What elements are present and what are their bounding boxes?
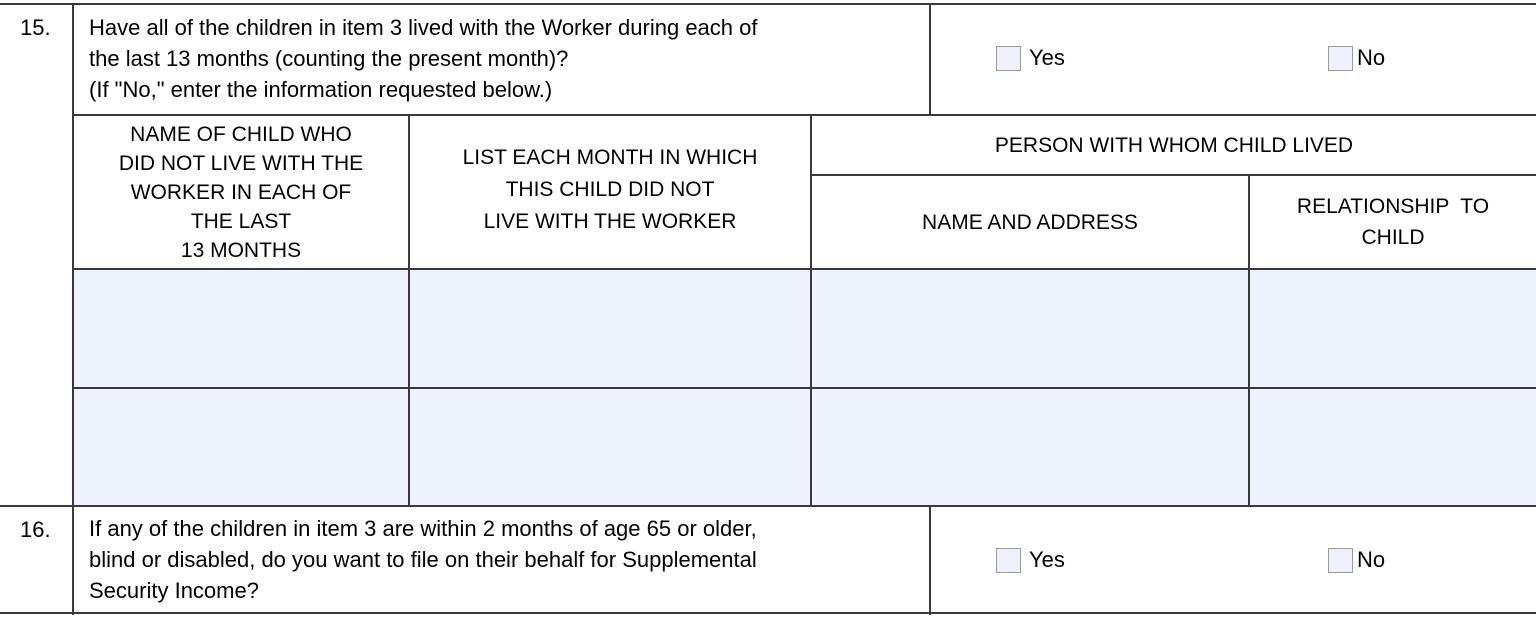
item16-yes-option[interactable]	[996, 547, 1065, 573]
row1-relationship-field[interactable]	[1250, 270, 1536, 387]
row2-name-address-field[interactable]	[812, 389, 1248, 505]
item16-no-checkbox[interactable]	[1328, 548, 1353, 573]
row1-months-field[interactable]	[410, 270, 810, 387]
header-line: 13 MONTHS	[180, 238, 302, 262]
header-person-group: PERSON WITH WHOM CHILD LIVED	[994, 133, 1354, 157]
rule-top	[0, 3, 1536, 5]
item16-question	[89, 513, 919, 606]
item16-yes-label: Yes	[1029, 547, 1065, 572]
row2-relationship-field[interactable]	[1250, 389, 1536, 505]
item16-question-line: Security Income?	[89, 578, 259, 603]
header-line: THE LAST	[190, 209, 292, 233]
item15-yes-label: Yes	[1029, 45, 1065, 70]
header-line: LIVE WITH THE WORKER	[483, 210, 737, 233]
header-relationship	[1250, 176, 1536, 268]
header-line: THIS CHILD DID NOT	[505, 178, 715, 201]
rule-bottom	[0, 612, 1536, 614]
item16-number: 16.	[20, 517, 51, 542]
rule-item16-question-divider	[929, 505, 931, 615]
row1-name-address-field[interactable]	[812, 270, 1248, 387]
item15-no-checkbox[interactable]	[1328, 46, 1353, 71]
item15-no-option[interactable]	[1328, 45, 1385, 71]
item15-number: 15.	[20, 15, 51, 40]
item15-yes-checkbox[interactable]	[996, 46, 1021, 71]
item15-question	[89, 12, 919, 105]
item16-yes-checkbox[interactable]	[996, 548, 1021, 573]
header-name-address: NAME AND ADDRESS	[922, 210, 1138, 234]
item15-question-line: (If "No," enter the information requested below.)	[89, 77, 553, 102]
header-line: NAME OF CHILD WHO	[130, 122, 352, 146]
header-months	[410, 128, 810, 252]
header-line: LIST EACH MONTH IN WHICH	[462, 146, 758, 169]
row2-months-field[interactable]	[410, 389, 810, 505]
item16-question-line: blind or disabled, do you want to file on their behalf for Supplemental	[89, 547, 757, 572]
rule-row2-bottom	[0, 505, 1536, 507]
header-line: WORKER IN EACH OF	[130, 180, 352, 204]
header-line: DID NOT LIVE WITH THE	[118, 151, 364, 175]
item16-no-option[interactable]	[1328, 547, 1385, 573]
row2-child-name-field[interactable]	[74, 389, 408, 505]
item16-question-line: If any of the children in item 3 are within 2 months of age 65 or older,	[89, 516, 757, 541]
item16-no-label: No	[1357, 547, 1386, 572]
header-line: RELATIONSHIP TO	[1296, 195, 1490, 218]
header-child-name	[74, 116, 408, 268]
rule-item15-question-divider	[929, 3, 931, 116]
header-line: CHILD	[1361, 226, 1425, 249]
row1-child-name-field[interactable]	[74, 270, 408, 387]
item15-question-line: the last 13 months (counting the present month)?	[89, 46, 569, 71]
item15-yes-option[interactable]	[996, 45, 1065, 71]
item15-question-line: Have all of the children in item 3 lived with the Worker during each of	[89, 15, 758, 40]
item15-no-label: No	[1357, 45, 1386, 70]
